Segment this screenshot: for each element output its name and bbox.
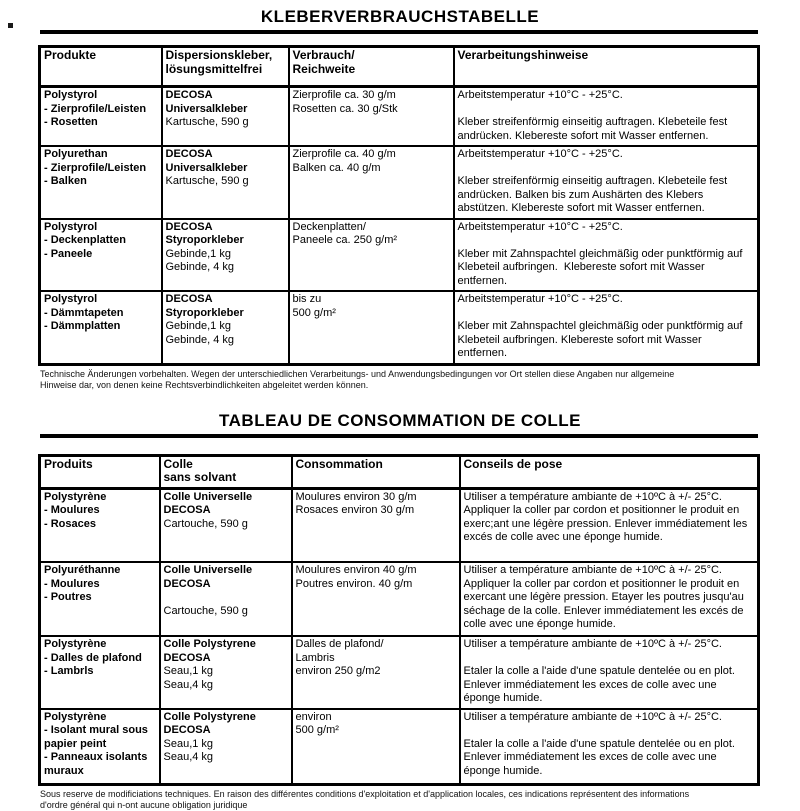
table-cell [162, 146, 289, 219]
cell-text-line: Conseils de pose [463, 456, 563, 471]
header-cell [454, 47, 759, 87]
cell-text-line: Gebinde,1 kg [165, 247, 231, 260]
cell-text-line: Gebinde, 4 kg [165, 333, 234, 346]
cell-text-line: DECOSA [165, 148, 213, 160]
table-cell [289, 219, 454, 292]
cell-text-line: DECOSA [163, 651, 211, 664]
french-consumption-table [38, 454, 760, 787]
cell-text-line: Utiliser a température ambiante de +10ºC à +/- 25°C. Appliquer la coller par cordon et positionner le produit en exerc;ant une légère pression. Enlever immédiatement les excés de colle avec une éponge humide. [463, 490, 751, 543]
german-table-header [40, 47, 759, 87]
table-cell [162, 291, 289, 364]
table-cell [292, 488, 460, 562]
cell-text-line: lösungsmittelfrei [165, 61, 263, 76]
cell-text-line [458, 162, 755, 176]
header-cell [460, 455, 759, 488]
table-cell [40, 562, 160, 636]
cell-text-line: - Balken [44, 175, 87, 187]
cell-text-line [458, 307, 755, 321]
table-cell [292, 636, 460, 709]
table-cell [289, 87, 454, 147]
french-table-body [40, 488, 759, 785]
table-cell [454, 87, 759, 147]
cell-text-line: Polystyrol [44, 293, 98, 305]
cell-text-line: Styroporkleber [165, 306, 244, 319]
cell-text-line: Cartouche, 590 g [163, 604, 248, 617]
french-footnote-line: d'ordre général qui n-ont aucune obligation juridique [40, 800, 248, 810]
cell-text-line: Dispersionskleber, [165, 48, 273, 62]
cell-text-line: Arbeitstemperatur +10°C - +25°C. [457, 293, 623, 305]
cell-text-line: Arbeitstemperatur +10°C - +25°C. [457, 89, 623, 101]
table-row [40, 291, 759, 364]
table-cell [460, 636, 759, 709]
cell-text-line: Utiliser a température ambiante de +10ºC à +/- 25°C. [463, 710, 722, 723]
cell-text-line: Polystyrène [44, 638, 107, 650]
table-cell [460, 562, 759, 636]
cell-text-line: Colle Universelle [163, 490, 253, 503]
cell-text-line: Zierprofile ca. 30 g/m [292, 89, 396, 101]
german-footnote-line: Technische Änderungen vorbehalten. Wegen der unterschiedlichen Verarbeitungs- und Anwendungsbedingungen vor Ort stellen diese Angaben nur allgemeine [40, 368, 675, 379]
cell-text-line: Arbeitstemperatur +10°C - +25°C. [457, 220, 623, 233]
cell-text-line: Colle Polystyrene [163, 710, 256, 723]
table-cell [454, 219, 759, 292]
cell-text-line: Kartusche, 590 g [165, 116, 249, 128]
cell-text-line: Produits [44, 456, 93, 471]
table-row [40, 636, 759, 709]
cell-text-line: - Poutres [44, 591, 92, 603]
cell-text-line [458, 103, 755, 117]
table-cell [160, 488, 292, 562]
table-row [40, 219, 759, 292]
header-cell [162, 47, 289, 87]
cell-text-line: Moulures environ 30 g/m [295, 490, 417, 503]
cell-text-line: Colle [163, 456, 193, 471]
cell-text-line: DECOSA [163, 577, 211, 590]
table-row [40, 146, 759, 219]
cell-text-line: Arbeitstemperatur +10°C - +25°C. [457, 148, 623, 160]
table-cell [162, 87, 289, 147]
cell-text-line: Utiliser a température ambiante de +10ºC à +/- 25°C. [463, 638, 722, 650]
cell-text-line: sans solvant [163, 470, 237, 484]
cell-text-line [464, 724, 755, 738]
cell-text-line: Universalkleber [165, 102, 248, 115]
table-row [40, 709, 759, 785]
table-row [40, 488, 759, 562]
cell-text-line: - Rosetten [44, 116, 98, 128]
cell-text-line: - Panneaux isolants [44, 751, 148, 763]
table-cell [40, 488, 160, 562]
cell-text-line: Polystyrène [44, 710, 107, 723]
cell-text-line: Zierprofile ca. 40 g/m [292, 148, 396, 160]
table-cell [460, 488, 759, 562]
cell-text-line: Kleber streifenförmig einseitig auftragen. Klebeteile fest andrücken. Balken bis zum Aushärten des Klebers abstützen. Klebereste sofort mit Wasser entfernen. [457, 175, 731, 214]
table-cell [162, 219, 289, 292]
french-table-title: TABLEAU DE CONSOMMATION DE COLLE [219, 410, 581, 430]
cell-text-line: - Moulures [44, 577, 100, 590]
cell-text-line: - Deckenplatten [44, 234, 126, 246]
cell-text-line: Reichweite [292, 61, 356, 76]
cell-text-line: 500 g/m² [292, 306, 336, 319]
cell-text-line: Etaler la colle a l'aide d'une spatule dentelée ou en plot. Enlever immédiatement les exces de colle avec une éponge humide. [463, 737, 739, 777]
cell-text-line: Rosaces environ 30 g/m [295, 504, 415, 516]
cell-text-line: Polyuréthanne [44, 564, 121, 576]
cell-text-line: - Moulures [44, 504, 100, 516]
cell-text-line [164, 591, 288, 605]
cell-text-line: Seau,1 kg [163, 665, 214, 677]
german-table-body [40, 87, 759, 365]
cell-text-line: Cartouche, 590 g [163, 517, 248, 530]
german-footnote-line: Hinweise dar, von denen keine Rechtsverbindlichkeiten abgeleitet werden können. [40, 379, 369, 390]
french-footnote-line: Sous reserve de modificiations techniques. En raison des différentes conditions d'exploitation et d'application locales, ces indications représentent des informations [40, 789, 690, 799]
header-cell [40, 47, 162, 87]
cell-text-line: Rosetten ca. 30 g/Stk [292, 102, 398, 115]
table-cell [40, 709, 160, 785]
cell-text-line: Kleber mit Zahnspachtel gleichmäßig oder punktförmig auf Klebeteil aufbringen. Klebereste sofort mit Wasser entfernen. [457, 247, 746, 287]
cell-text-line: papier peint [44, 737, 107, 750]
cell-text-line: Kleber streifenförmig einseitig auftragen. Klebeteile fest andrücken. Klebereste sofort mit Wasser entfernen. [457, 116, 731, 142]
cell-text-line: Seau,4 kg [163, 751, 214, 763]
cell-text-line: DECOSA [165, 89, 213, 101]
table-cell [160, 562, 292, 636]
cell-text-line: muraux [44, 764, 84, 777]
cell-text-line: DECOSA [163, 724, 211, 736]
cell-text-line: Kleber mit Zahnspachtel gleichmäßig oder punktförmig auf Klebeteil aufbringen. Klebereste sofort mit Wasser entfernen. [457, 320, 746, 359]
cell-text-line: Deckenplatten/ [292, 220, 366, 233]
table-cell [160, 709, 292, 785]
table-cell [40, 87, 162, 147]
table-cell [40, 636, 160, 709]
title-rule-german [40, 30, 758, 34]
german-consumption-table [38, 45, 760, 366]
cell-text-line: Produkte [44, 48, 97, 62]
cell-text-line: environ [295, 710, 332, 723]
cell-text-line: - Rosaces [44, 517, 96, 530]
cell-text-line: - Lambrls [44, 665, 94, 677]
table-cell [292, 709, 460, 785]
cell-text-line: Utiliser a température ambiante de +10ºC à +/- 25°C. Appliquer la coller par cordon et positionner le produit en exercant une légère pression. Etayer les poutres jusqu'au séchage de la colle. Enlever immédiatement les excés de colle avec une éponge humide. [463, 564, 747, 630]
cell-text-line: Poutres environ. 40 g/m [295, 577, 413, 590]
cell-text-line: Balken ca. 40 g/m [292, 161, 381, 174]
document-page [0, 7, 800, 810]
cell-text-line: Polyurethan [44, 148, 108, 160]
table-cell [40, 291, 162, 364]
header-row [40, 47, 759, 87]
cell-text-line: DECOSA [163, 504, 211, 516]
header-cell [292, 455, 460, 488]
table-cell [40, 146, 162, 219]
cell-text-line: DECOSA [165, 220, 213, 233]
scan-artifact-mark [8, 23, 13, 28]
table-row [40, 562, 759, 636]
cell-text-line: Kartusche, 590 g [165, 175, 249, 187]
header-cell [160, 455, 292, 488]
cell-text-line: Polystyrol [44, 220, 98, 233]
french-table-header [40, 455, 759, 488]
table-cell [460, 709, 759, 785]
cell-text-line: Consommation [295, 456, 383, 471]
cell-text-line: - Paneele [44, 247, 93, 260]
table-cell [160, 636, 292, 709]
header-row [40, 455, 759, 488]
cell-text-line: Styroporkleber [165, 234, 244, 246]
cell-text-line: - Zierprofile/Leisten [44, 102, 147, 115]
cell-text-line: DECOSA [165, 293, 213, 305]
cell-text-line: - Dämmplatten [44, 320, 121, 332]
cell-text-line: - Dalles de plafond [44, 651, 142, 664]
cell-text-line [458, 234, 755, 248]
cell-text-line: Dalles de plafond/ [295, 638, 384, 650]
header-cell [289, 47, 454, 87]
title-rule-french [40, 434, 758, 438]
cell-text-line: Etaler la colle a l'aide d'une spatule dentelée ou en plot. Enlever immédiatement les exces de colle avec une éponge humide. [463, 665, 739, 704]
table-cell [289, 146, 454, 219]
cell-text-line: Verbrauch/ [292, 48, 355, 62]
cell-text-line: Polystyrène [44, 490, 107, 503]
cell-text-line: 500 g/m² [295, 724, 339, 736]
german-table-title: KLEBERVERBRAUCHSTABELLE [260, 7, 540, 26]
header-cell [40, 455, 160, 488]
cell-text-line: Gebinde,1 kg [165, 320, 231, 332]
cell-text-line: Moulures environ 40 g/m [295, 564, 417, 576]
table-cell [454, 146, 759, 219]
german-footnote [40, 369, 760, 391]
table-cell [289, 291, 454, 364]
cell-text-line: Paneele ca. 250 g/m² [292, 234, 398, 246]
cell-text-line: Universalkleber [165, 161, 248, 174]
cell-text-line: Colle Polystyrene [163, 638, 256, 650]
cell-text-line: Lambris [295, 651, 335, 664]
cell-text-line: - Dämmtapeten [44, 306, 124, 319]
cell-text-line [464, 652, 755, 666]
cell-text-line: Seau,4 kg [163, 678, 214, 691]
table-cell [292, 562, 460, 636]
table-cell [454, 291, 759, 364]
cell-text-line: - Zierprofile/Leisten [44, 161, 147, 174]
table-cell [40, 219, 162, 292]
cell-text-line: Seau,1 kg [163, 737, 214, 750]
cell-text-line: Polystyrol [44, 89, 98, 101]
cell-text-line: Colle Universelle [163, 564, 253, 576]
cell-text-line: bis zu [292, 293, 322, 305]
table-row [40, 87, 759, 147]
cell-text-line: environ 250 g/m2 [295, 665, 381, 677]
cell-text-line: Verarbeitungshinweise [457, 48, 589, 62]
cell-text-line: - Isolant mural sous [44, 724, 148, 736]
french-footnote [40, 789, 760, 811]
cell-text-line: Gebinde, 4 kg [165, 261, 234, 273]
